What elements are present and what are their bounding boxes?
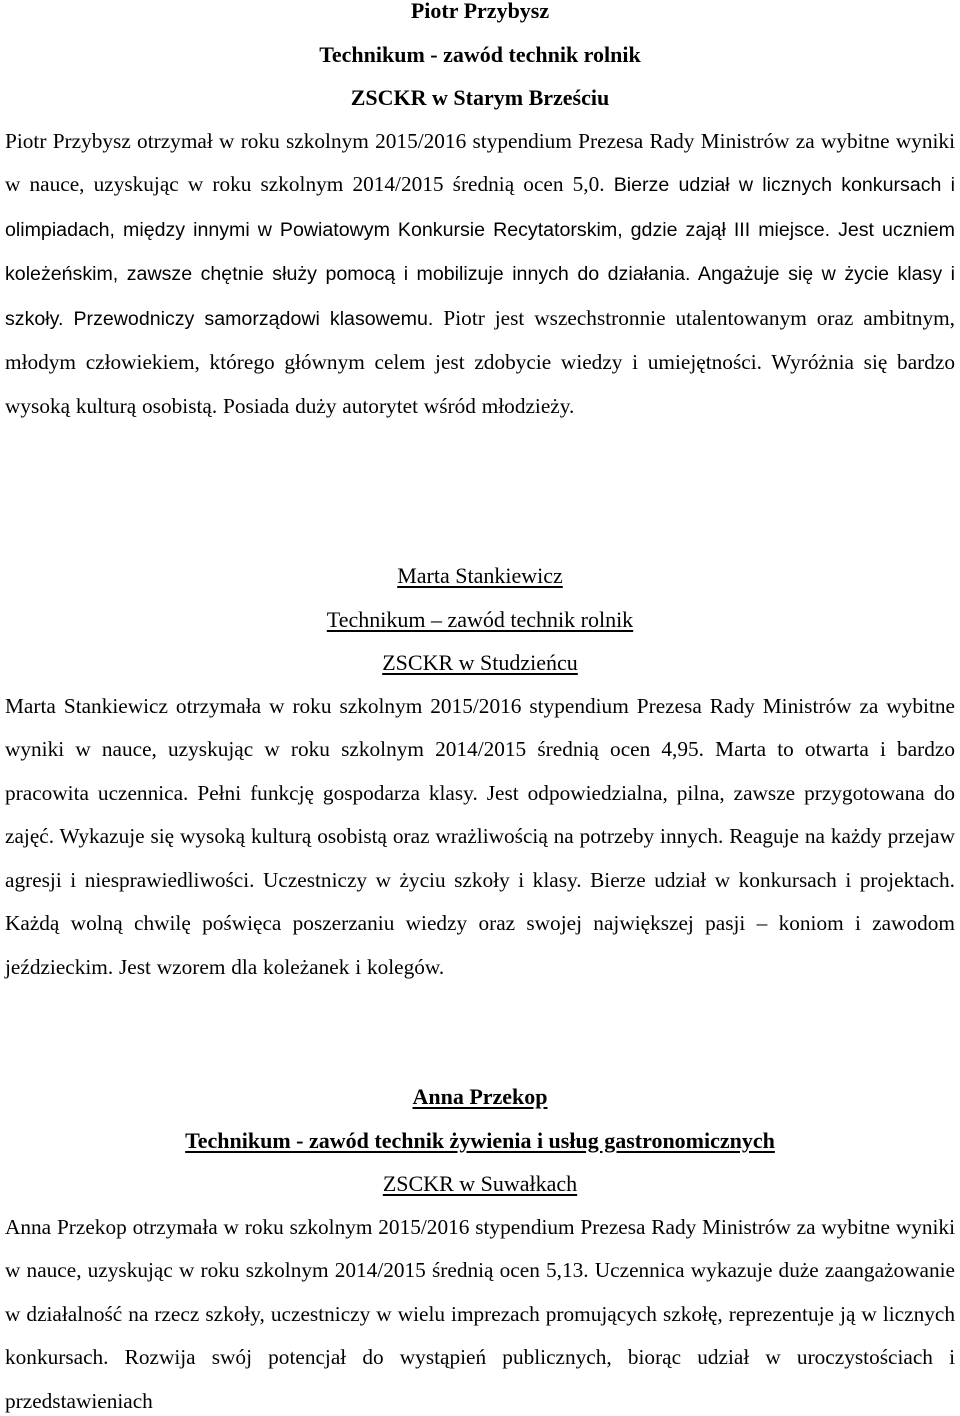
student-description [0, 120, 960, 429]
student-school-type: Technikum - zawód technik żywienia i usług gastronomicznych [185, 1127, 775, 1153]
student-name: Marta Stankiewicz [397, 563, 563, 588]
description-segment: Anna Przekop otrzymała w roku szkolnym 2015/2016 stypendium Prezesa Rady Ministrów za wybitne wyniki w nauce, uzyskując w roku szkolnym 2014/2015 średnią ocen 5,13. Uczennica wykazuje duże zaangażowanie w działalność na rzecz szkoły, uczestniczy w wielu imprezach promujących szkołę, reprezentuje ją w licznych konkursach. Rozwija swój potencjał do wystąpień publicznych, biorąc udział w uroczystościach i przedstawieniach [5, 1214, 955, 1413]
student-description [0, 1206, 960, 1416]
student-name: Anna Przekop [412, 1084, 548, 1109]
student-school: ZSCKR w Starym Brześciu [350, 85, 610, 110]
student-name: Piotr Przybysz [410, 0, 550, 23]
description-segment: Piotr jest wszechstronnie utalentowanym oraz ambitnym, młodym człowiekiem, którego głównym celem jest zdobycie wiedzy i umiejętności. Wyróżnia się bardzo wysoką kulturą osobistą. Posiada duży autorytet wśród młodzieży. [5, 305, 955, 418]
student-school: ZSCKR w Suwałkach [382, 1171, 578, 1196]
student-section-1 [0, 0, 960, 428]
student-school: ZSCKR w Studzieńcu [382, 650, 578, 675]
student-section-2 [0, 554, 960, 989]
description-segment: Bierze udział w licznych konkursach i olimpiadach, między innymi w Powiatowym Konkursie Recytatorskim, gdzie zajął III miejsce. Jest uczniem koleżeńskim, zawsze chętnie służy pomocą i mobilizuje innych do działania. Angażuje się w życie klasy i szkoły. Przewodniczy samorządowi klasowemu. [5, 174, 955, 330]
description-segment: Marta Stankiewicz otrzymała w roku szkolnym 2015/2016 stypendium Prezesa Rady Ministrów za wybitne wyniki w nauce, uzyskując w roku szkolnym 2014/2015 średnią ocen 4,95. Marta to otwarta i bardzo pracowita uczennica. Pełni funkcję gospodarza klasy. Jest odpowiedzialna, pilna, zawsze przygotowana do zajęć. Wykazuje się wysoką kulturą osobistą oraz wrażliwością na potrzeby innych. Reaguje na każdy przejaw agresji i niesprawiedliwości. Uczestniczy w życiu szkoły i klasy. Bierze udział w konkursach i projektach. Każdą wolną chwilę poświęca poszerzaniu wiedzy oraz swojej największej pasji – koniom i zawodom jeździeckim. Jest wzorem dla koleżanek i kolegów. [5, 693, 955, 979]
description-segment: Piotr Przybysz otrzymał w roku szkolnym 2015/2016 stypendium Prezesa Rady Ministrów za wybitne wyniki w nauce, uzyskując w roku szkolnym 2014/2015 średnią ocen 5,0. [5, 128, 955, 196]
student-section-3 [0, 1075, 960, 1416]
student-school-type: Technikum - zawód technik rolnik [319, 41, 641, 67]
student-description [0, 685, 960, 990]
student-school-type: Technikum – zawód technik rolnik [326, 606, 634, 632]
